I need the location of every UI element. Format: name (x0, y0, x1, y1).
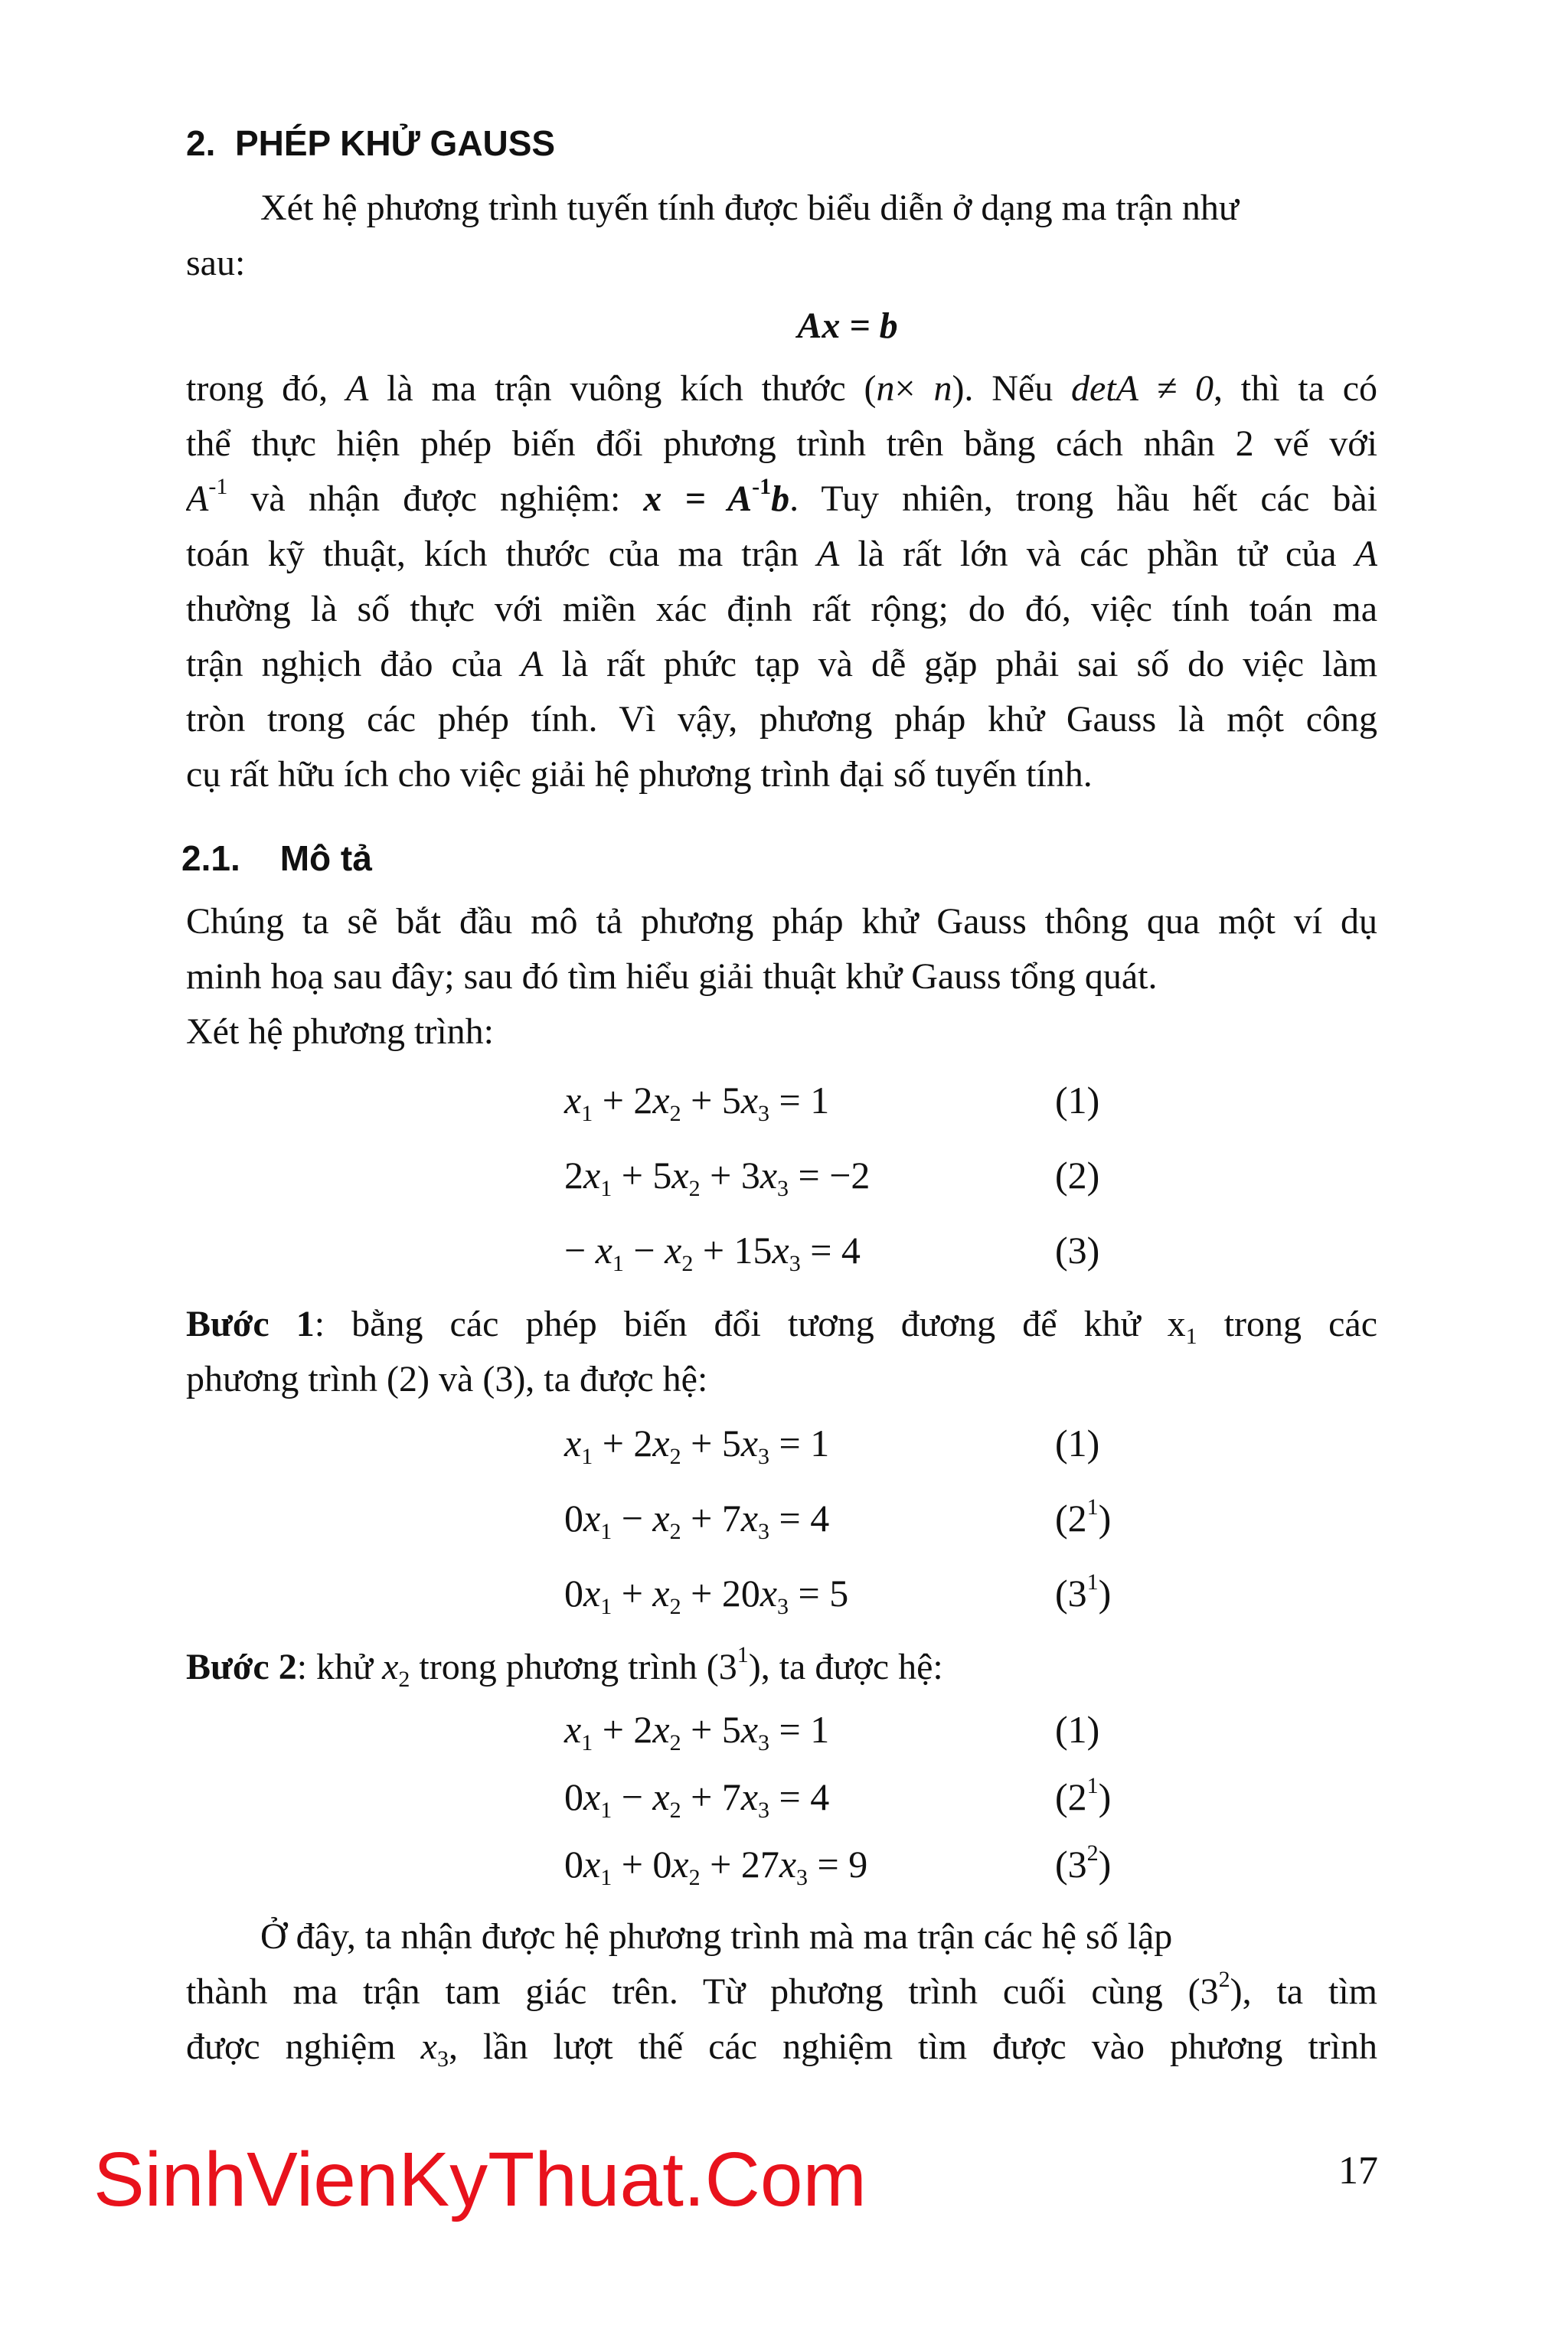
p1-line-5: thường là số thực với miền xác định rất rộng; do đó, việc tính toán ma (186, 589, 1377, 629)
p1-line-2: thể thực hiện phép biến đổi phương trình trên bằng cách nhân 2 vế với (186, 423, 1377, 464)
system2-eq3: $0x_1 + 0x_2 + 27x_3 = 9$ (564, 1843, 868, 1890)
system0-eq3: − $x_1 - x_2 + 15x_3 = 4$ (564, 1229, 861, 1276)
main-equation: Ax = b (797, 305, 898, 346)
system2-eq1: $x_1 + 2x_2 + 5x_3 = 1$ (564, 1708, 830, 1755)
p1-line-3: $A^{-1}$ và nhận được nghiệm: $x = A^{-1}b$. Tuy nhiên, trong hầu hết các bài (186, 474, 1377, 519)
p1-line-7: tròn trong các phép tính. Vì vậy, phương pháp khử Gauss là một công (186, 699, 1377, 740)
section-heading (186, 122, 555, 164)
p3-line-3: được nghiệm $x_3$, lần lượt thế các nghiệm tìm được vào phương trình (186, 2026, 1377, 2072)
system2-label3: $(3^2)$ (1055, 1840, 1112, 1886)
section-number: 2. (186, 123, 216, 163)
step1-line-1: Bước 1: bằng các phép biến đổi tương đương để khử $x_1$ trong các (186, 1304, 1377, 1349)
section-title: PHÉP KHỬ GAUSS (234, 123, 556, 163)
p3-line-2: thành ma trận tam giác trên. Từ phương trình cuối cùng $(3^2)$, ta tìm (186, 1967, 1377, 2012)
system1-eq1: $x_1 + 2x_2 + 5x_3 = 1$ (564, 1422, 830, 1469)
system0-eq2: $2x_1 + 5x_2 + 3x_3 = -2$ (564, 1154, 871, 1201)
step-2-line: Bước 2: khử $x_2$ trong phương trình $(3^1)$, ta được hệ: (186, 1642, 943, 1692)
system2-label1: (1) (1055, 1708, 1100, 1751)
watermark-text: SinhVienKyThuat.Com (93, 2137, 867, 2222)
system0-label3: (3) (1055, 1229, 1100, 1272)
intro-line-2: sau: (186, 243, 246, 283)
subsection-title: Mô tả (279, 838, 372, 878)
intro-line-1: Xét hệ phương trình tuyến tính được biểu diễn ở dạng ma trận như (260, 188, 1239, 228)
p1-line-4: toán kỹ thuật, kích thước của ma trận A là rất lớn và các phần tử của A (186, 534, 1377, 574)
subsection-heading (181, 838, 372, 879)
p1-line-8: cụ rất hữu ích cho việc giải hệ phương trình đại số tuyến tính. (186, 754, 1093, 795)
system1-label2: $(2^1)$ (1055, 1494, 1112, 1540)
paragraph-1 (186, 361, 1377, 802)
p2-line-1: Chúng ta sẽ bắt đầu mô tả phương pháp khử Gauss thông qua một ví dụ (186, 901, 1377, 942)
paragraph-3 (186, 1964, 1377, 2075)
system0-label1: (1) (1055, 1079, 1100, 1122)
system0-eq1: $x_1 + 2x_2 + 5x_3 = 1$ (564, 1079, 830, 1126)
system2-label2: $(2^1)$ (1055, 1773, 1112, 1818)
system1-eq3: $0x_1 + x_2 + 20x_3 = 5$ (564, 1572, 849, 1619)
system0-label2: (2) (1055, 1154, 1100, 1197)
p1-line-1: trong đó, A là ma trận vuông kích thước (n× n). Nếu detA ≠ 0, thì ta có (186, 368, 1377, 409)
system1-label3: $(3^1)$ (1055, 1569, 1112, 1615)
step1-line-2: phương trình (2) và (3), ta được hệ: (186, 1359, 708, 1399)
page-number: 17 (1338, 2149, 1378, 2193)
p3-line-1: Ở đây, ta nhận được hệ phương trình mà ma trận các hệ số lập (260, 1916, 1173, 1957)
step-1-paragraph (186, 1297, 1377, 1407)
system1-eq2: $0x_1 - x_2 + 7x_3 = 4$ (564, 1497, 830, 1544)
system1-label1: (1) (1055, 1422, 1100, 1465)
system2-eq2: $0x_1 - x_2 + 7x_3 = 4$ (564, 1775, 830, 1823)
p1-line-6: trận nghịch đảo của A là rất phức tạp và dễ gặp phải sai số do việc làm (186, 644, 1377, 684)
subsection-number: 2.1. (181, 838, 240, 878)
paragraph-2 (186, 894, 1377, 1060)
p2-line-3: Xét hệ phương trình: (186, 1011, 494, 1052)
p2-line-2: minh hoạ sau đây; sau đó tìm hiểu giải thuật khử Gauss tổng quát. (186, 956, 1158, 997)
